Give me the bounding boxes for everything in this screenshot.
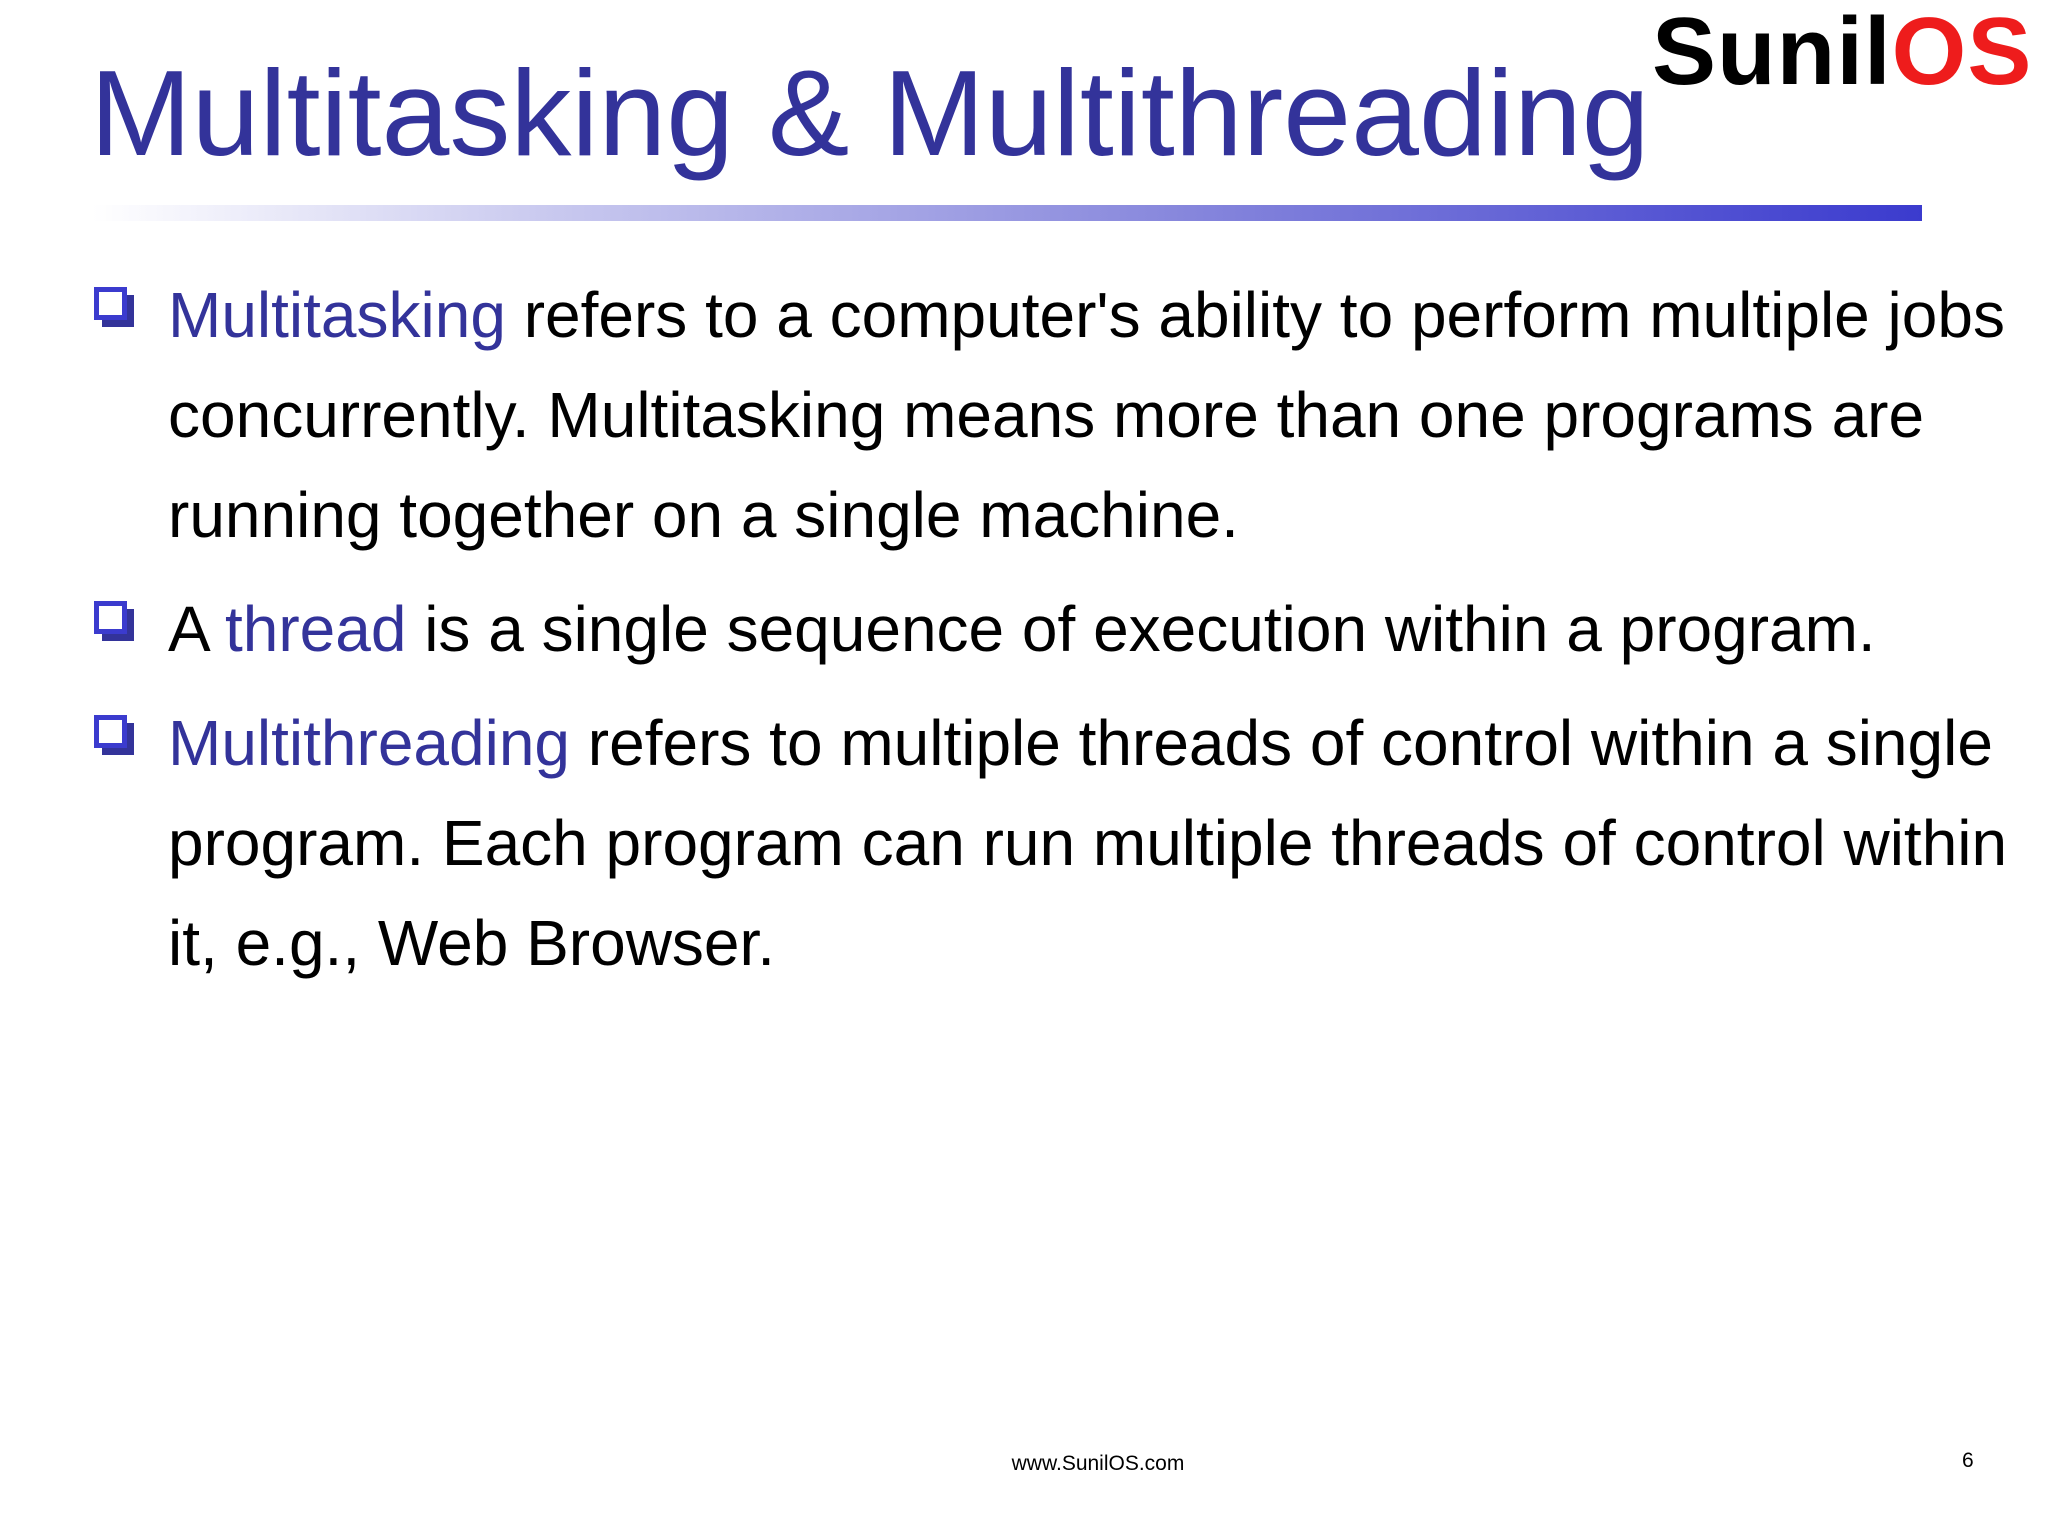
bullet-item-multithreading [92, 693, 2012, 993]
bullet-prefix: A [168, 593, 225, 665]
bullet-item-thread [92, 579, 2012, 679]
bullet-term: Multitasking [168, 279, 506, 351]
sunilos-logo [1652, 0, 2033, 105]
hollow-square-bullet-icon [94, 601, 134, 641]
slide-title: Multitasking & Multithreading [90, 45, 1650, 181]
footer-url: www.SunilOS.com [1011, 1452, 1185, 1475]
bullet-term: thread [224, 593, 407, 665]
title-underline-rule [92, 205, 1922, 221]
bullet-list [92, 265, 2012, 1007]
page-number: 6 [1962, 1449, 1974, 1472]
bullet-term: Multithreading [168, 707, 570, 779]
bullet-text: refers to a computer's ability to perform multiple jobs concurrently. Multitasking means more than one programs are running together on a single machine. [168, 279, 2005, 551]
bullet-text: refers to multiple threads of control within a single program. Each program can run multiple threads of control within it, e.g., Web Browser. [168, 707, 2008, 979]
logo-text-red: OS [1891, 0, 2033, 105]
hollow-square-bullet-icon [94, 287, 134, 327]
logo-text-black: Sunil [1652, 0, 1892, 105]
bullet-item-multitasking [92, 265, 2012, 565]
bullet-text: is a single sequence of execution within a program. [406, 593, 1876, 665]
hollow-square-bullet-icon [94, 715, 134, 755]
